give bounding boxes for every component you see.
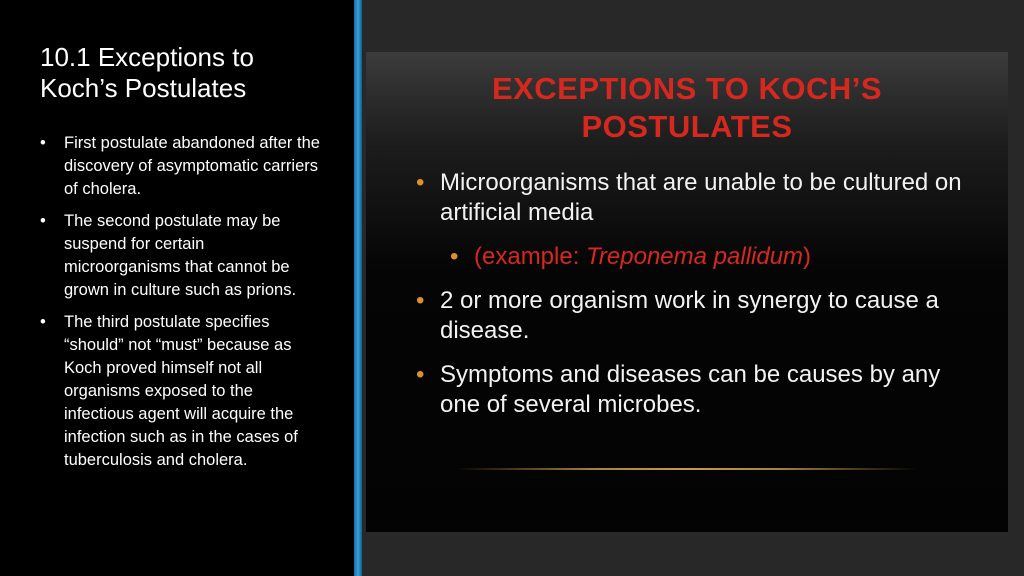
- slide-title: [40, 42, 340, 104]
- image-title: [366, 70, 1008, 146]
- image-sub-bullet-item: [416, 242, 976, 272]
- image-title-line2: POSTULATES: [581, 109, 793, 144]
- bullet-dot-icon: •: [416, 169, 425, 196]
- image-bullet-list: [416, 168, 976, 434]
- bullet-item: [40, 311, 322, 472]
- bullet-dot-icon: •: [40, 313, 46, 331]
- divider-line: [456, 468, 918, 470]
- sub-bullet-species: Treponema pallidum: [586, 243, 804, 270]
- bullet-dot-icon: •: [416, 287, 425, 314]
- image-bullet-item: [416, 360, 976, 420]
- bullet-list: [40, 132, 322, 481]
- slide-title-line1: 10.1 Exceptions to: [40, 42, 254, 72]
- sub-bullet-suffix: ): [803, 243, 812, 270]
- image-bullet-text: Microorganisms that are unable to be cultured on artificial media: [440, 169, 962, 226]
- bullet-dot-icon: •: [40, 212, 46, 230]
- embedded-slide-image: [366, 52, 1008, 532]
- left-panel: [0, 0, 354, 576]
- bullet-item: [40, 210, 322, 302]
- bullet-dot-icon: •: [40, 134, 46, 152]
- bullet-dot-icon: •: [416, 361, 425, 388]
- bullet-item: [40, 132, 322, 201]
- image-bullet-item: [416, 168, 976, 228]
- image-title-line1: EXCEPTIONS TO KOCH’S: [491, 71, 883, 106]
- image-bullet-text: 2 or more organism work in synergy to cause a disease.: [440, 287, 939, 344]
- bullet-text: First postulate abandoned after the discovery of asymptomatic carriers of cholera.: [64, 134, 320, 198]
- bullet-text: The second postulate may be suspend for certain microorganisms that cannot be grown in culture such as prions.: [64, 212, 297, 299]
- bullet-text: The third postulate specifies “should” not “must” because as Koch proved himself not all organisms exposed to the infectious agent will acquire the infection such as in the cases of tuberculosis and cholera.: [64, 313, 298, 469]
- image-bullet-item: [416, 286, 976, 346]
- sub-bullet-prefix: (example:: [474, 243, 587, 270]
- accent-bar: [354, 0, 362, 576]
- slide-title-line2: Koch’s Postulates: [40, 73, 247, 103]
- image-bullet-text: Symptoms and diseases can be causes by any one of several microbes.: [440, 361, 941, 418]
- bullet-dot-icon: •: [450, 243, 459, 270]
